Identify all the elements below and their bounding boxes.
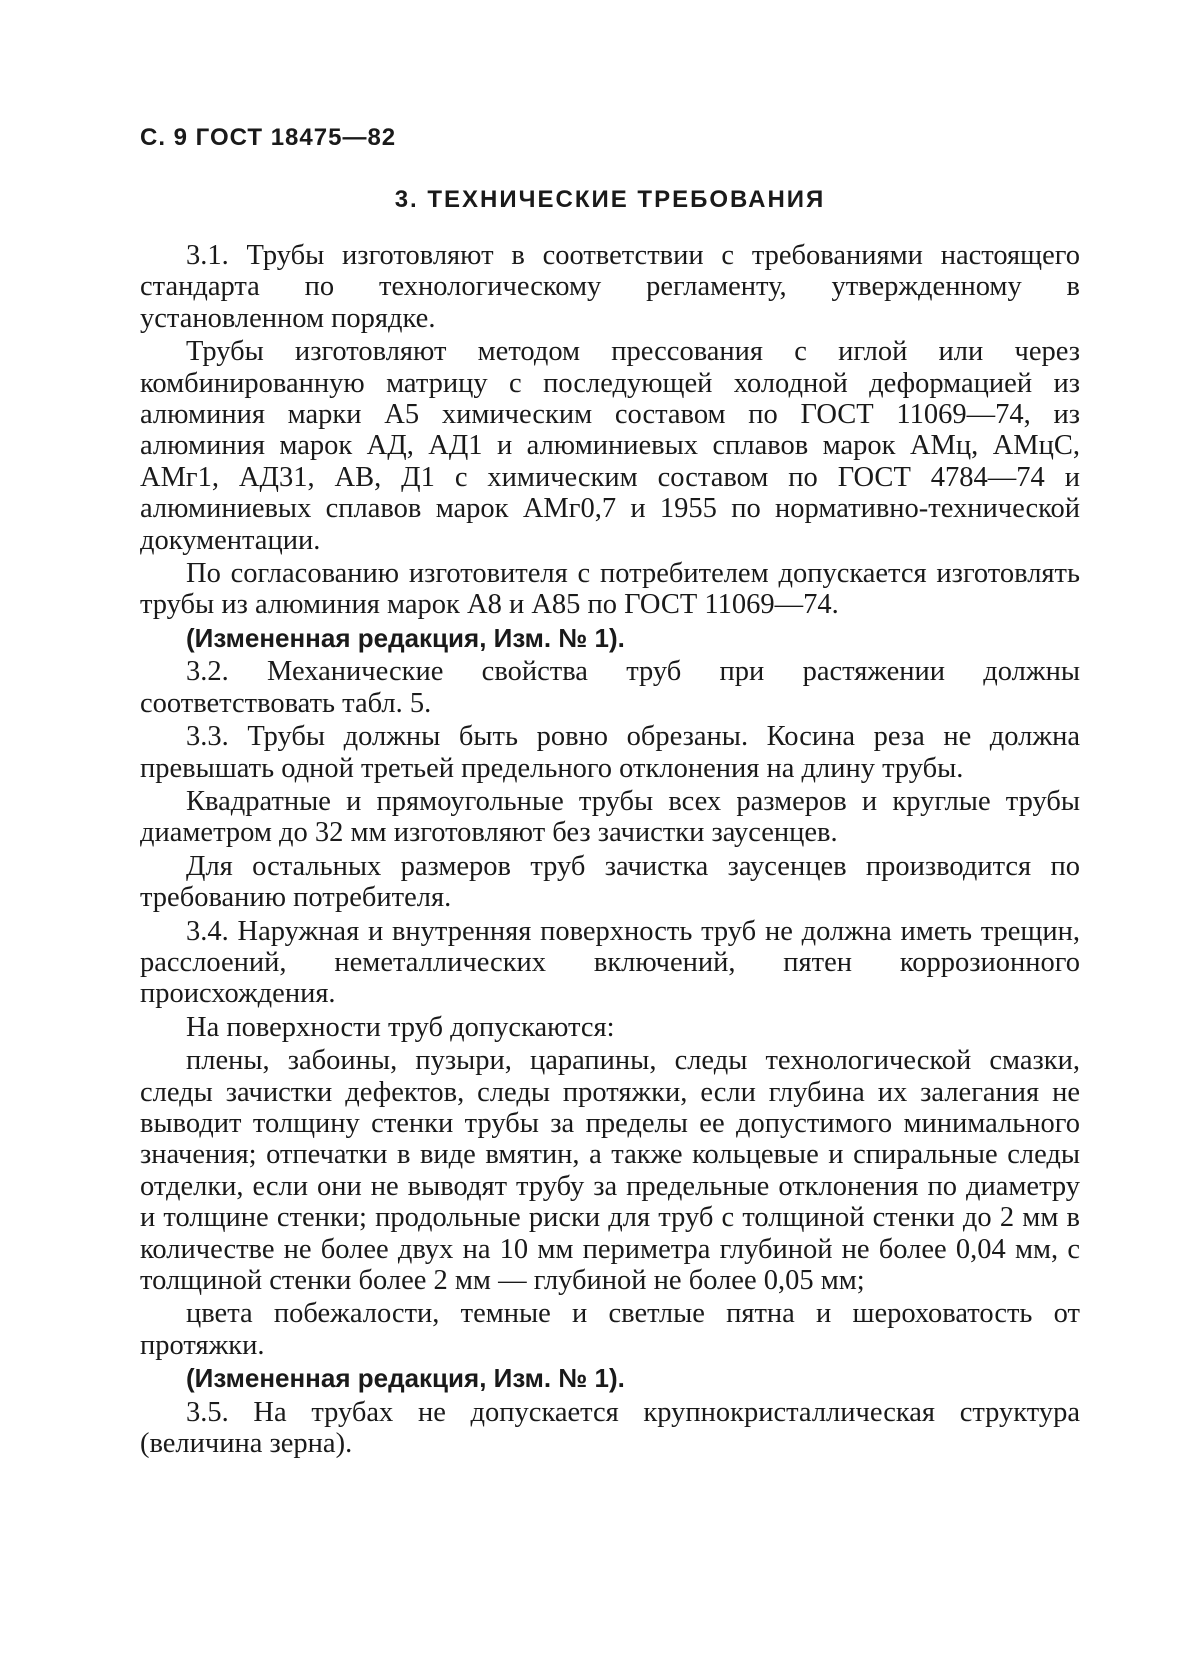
paragraph-3-2: 3.2. Механические свойства труб при растяжении должны соответствовать табл. 5. bbox=[140, 656, 1080, 719]
paragraph-allowed-intro: На поверхности труб допускаются: bbox=[186, 1011, 615, 1043]
paragraph-production-method: Трубы изготовляют методом прессования с иглой или через комбинированную матрицу с последующей холодной деформацией из алюминия марки А5 химическим составом по ГОСТ 11069—74, из алюминия марок АД, АД1 и алюминиевых сплавов марок АМц, АМцС, АМг1, АД31, АВ, Д1 с химическим составом по ГОСТ 4784—74 и алюминиевых сплавов марок АМг0,7 и 1955 по нормативно-технической документации. bbox=[140, 336, 1080, 556]
list-item-tarnish: цвета побежалости, темные и светлые пятна и шероховатость от протяжки. bbox=[140, 1298, 1080, 1361]
amendment-note: (Измененная редакция, Изм. № 1). bbox=[186, 1363, 625, 1394]
running-head: С. 9 ГОСТ 18475—82 bbox=[140, 124, 397, 151]
amendment-note: (Измененная редакция, Изм. № 1). bbox=[186, 622, 625, 653]
paragraph-3-5: 3.5. На трубах не допускается крупнокристаллическая структура (величина зерна). bbox=[140, 1396, 1080, 1460]
paragraph-agreement: По согласованию изготовителя с потребителем допускается изготовлять трубы из алюминия марок А8 и А85 по ГОСТ 11069—74. bbox=[140, 558, 1080, 621]
paragraph-3-4: 3.4. Наружная и внутренняя поверхность труб не должна иметь трещин, расслоений, неметаллических включений, пятен коррозионного происхождения. bbox=[140, 915, 1080, 1010]
paragraph-burrs: Квадратные и прямоугольные трубы всех размеров и круглые трубы диаметром до 32 мм изготовляют без зачистки заусенцев. bbox=[140, 785, 1080, 849]
paragraph-3-1: 3.1. Трубы изготовляют в соответствии с требованиями настоящего стандарта по технологическому регламенту, утвержденному в установленном порядке. bbox=[140, 240, 1080, 334]
section-body bbox=[140, 240, 1080, 1461]
paragraph-burrs-other: Для остальных размеров труб зачистка заусенцев производится по требованию потребителя. bbox=[140, 850, 1080, 914]
section-title: 3. ТЕХНИЧЕСКИЕ ТРЕБОВАНИЯ bbox=[394, 186, 826, 213]
list-item-surface-defects: плены, забоины, пузыри, царапины, следы технологической смазки, следы зачистки дефектов, следы протяжки, если глубина их залегания не выводит толщину стенки трубы за пределы ее допустимого минимального значения; отпечатки в виде вмятин, а также кольцевые и спиральные следы отделки, если они не выводят трубу за предельные отклонения по диаметру и толщине стенки; продольные риски для труб с толщиной стенки до 2 мм в количестве не более двух на 10 мм периметра глубиной не более 0,04 мм, с толщиной стенки более 2 мм — глубиной не более 0,05 мм; bbox=[140, 1045, 1080, 1296]
paragraph-3-3: 3.3. Трубы должны быть ровно обрезаны. Косина реза не должна превышать одной третьей предельного отклонения на длину трубы. bbox=[140, 721, 1080, 784]
